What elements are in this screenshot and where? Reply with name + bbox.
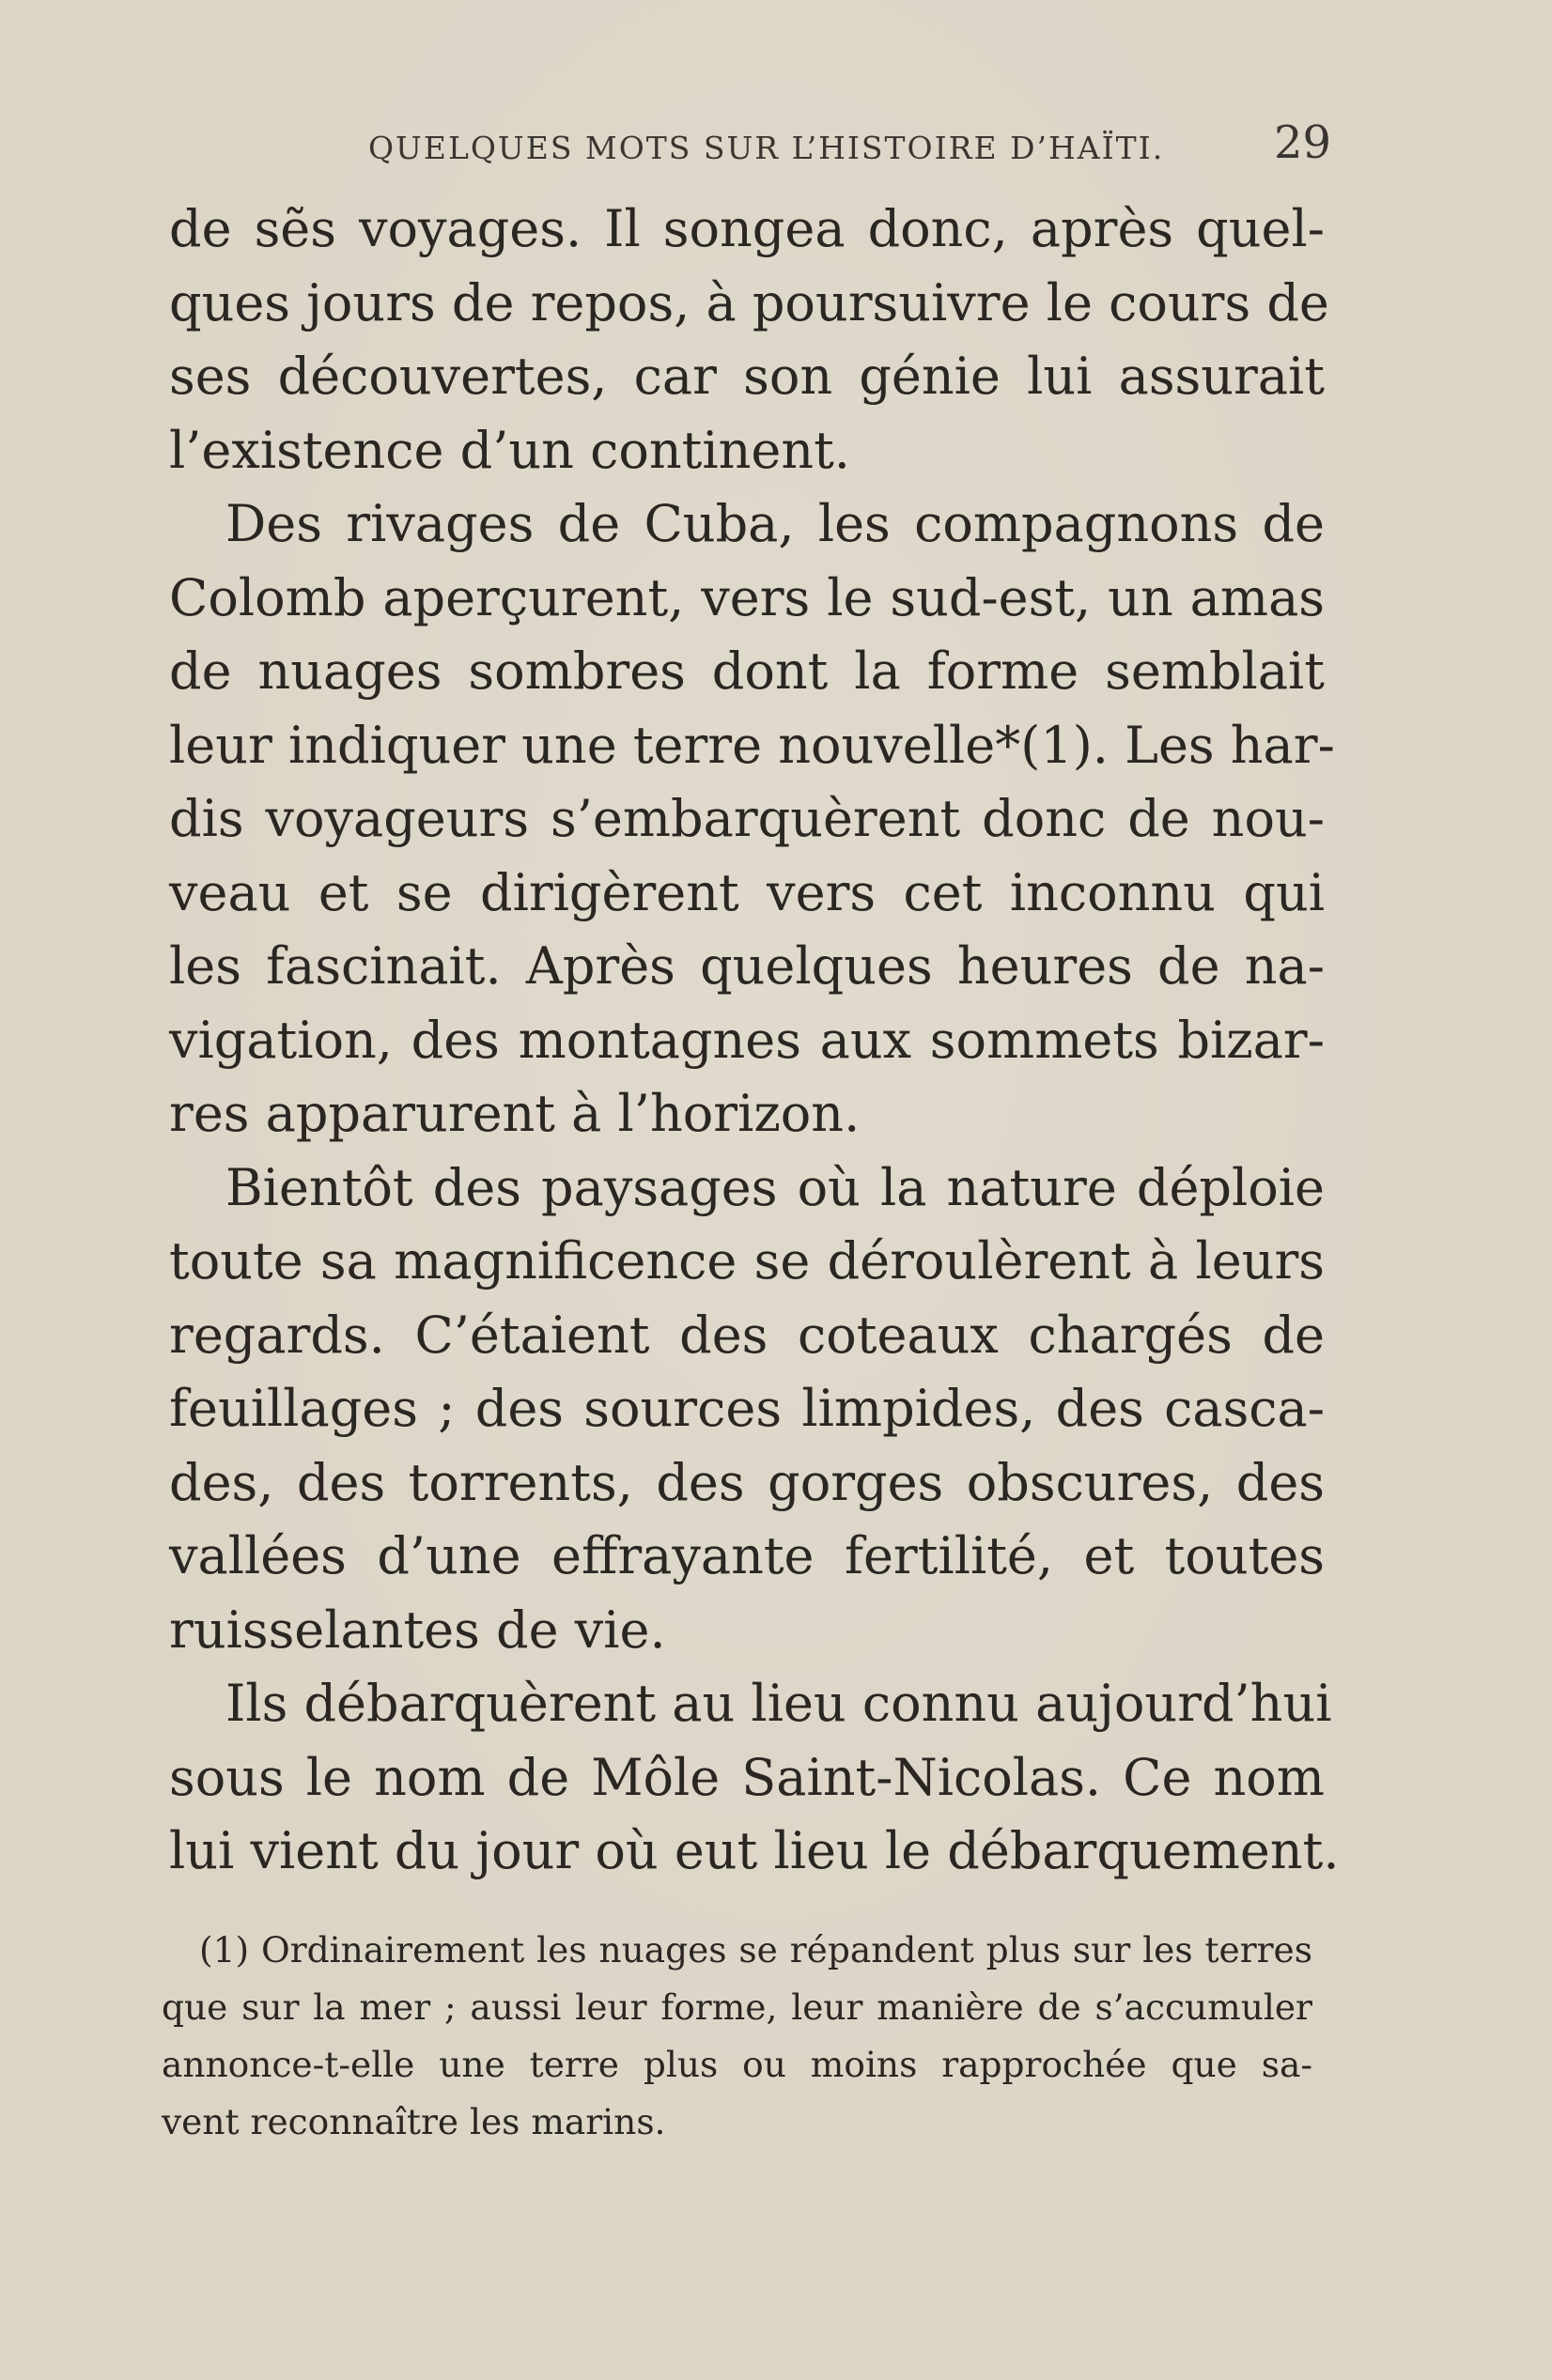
text-line: veau et se dirigèrent vers cet inconnu qui	[169, 862, 1325, 922]
text-line: Colomb aperçurent, vers le sud-est, un amas	[169, 567, 1325, 627]
text-line: vallées d’une effrayante fertilité, et toutes	[169, 1526, 1325, 1585]
text-line: ques jours de repos, à poursuivre le cours de	[169, 272, 1329, 332]
text-line: Des rivages de Cuba, les compagnons de	[225, 494, 1325, 553]
running-title: QUELQUES MOTS SUR L’HISTOIRE D’HAÏTI.	[368, 130, 1165, 166]
footnote-line: (1) Ordinairement les nuages se répandent plus sur les terres	[199, 1929, 1312, 1970]
body-text	[169, 193, 1340, 1889]
page-number: 29	[1274, 116, 1332, 169]
text-line: sous le nom de Môle Saint-Nicolas. Ce nom	[169, 1747, 1325, 1807]
text-line: leur indiquer une terre nouvelle*(1). Les har-	[169, 715, 1335, 775]
text-line: des, des torrents, des gorges obscures, des	[169, 1452, 1325, 1512]
text-line: res apparurent à l’horizon.	[169, 1084, 861, 1143]
footnote	[162, 1922, 1312, 2151]
text-line: lui vient du jour où eut lieu le débarquement.	[169, 1821, 1340, 1880]
text-line: regards. C’étaient des coteaux chargés de	[169, 1305, 1325, 1365]
text-line: de nuages sombres dont la forme semblait	[169, 641, 1325, 701]
text-line: Bientôt des paysages où la nature déploie	[225, 1157, 1325, 1217]
text-line: les fascinait. Après quelques heures de na-	[169, 936, 1325, 996]
text-line: dis voyageurs s’embarquèrent donc de nou-	[169, 789, 1325, 848]
text-line: vigation, des montagnes aux sommets bizar-	[169, 1010, 1325, 1070]
page-header	[0, 111, 1552, 177]
footnote-line: annonce-t-elle une terre plus ou moins rapprochée que sa-	[162, 2044, 1312, 2085]
text-line: de sẽs voyages. Il songea donc, après quel-	[169, 199, 1325, 258]
footnote-line: que sur la mer ; aussi leur forme, leur manière de s’accumuler	[162, 1986, 1312, 2028]
text-line: toute sa magnificence se déroulèrent à leurs	[169, 1231, 1325, 1290]
text-line: ruisselantes de vie.	[169, 1600, 666, 1660]
text-line: ses découvertes, car son génie lui assurait	[169, 347, 1325, 406]
text-line: Ils débarquèrent au lieu connu aujourd’hui	[225, 1674, 1332, 1733]
footnote-line: vent reconnaître les marins.	[162, 2101, 666, 2142]
text-line: l’existence d’un continent.	[169, 420, 850, 480]
text-line: feuillages ; des sources limpides, des casca-	[169, 1379, 1325, 1438]
